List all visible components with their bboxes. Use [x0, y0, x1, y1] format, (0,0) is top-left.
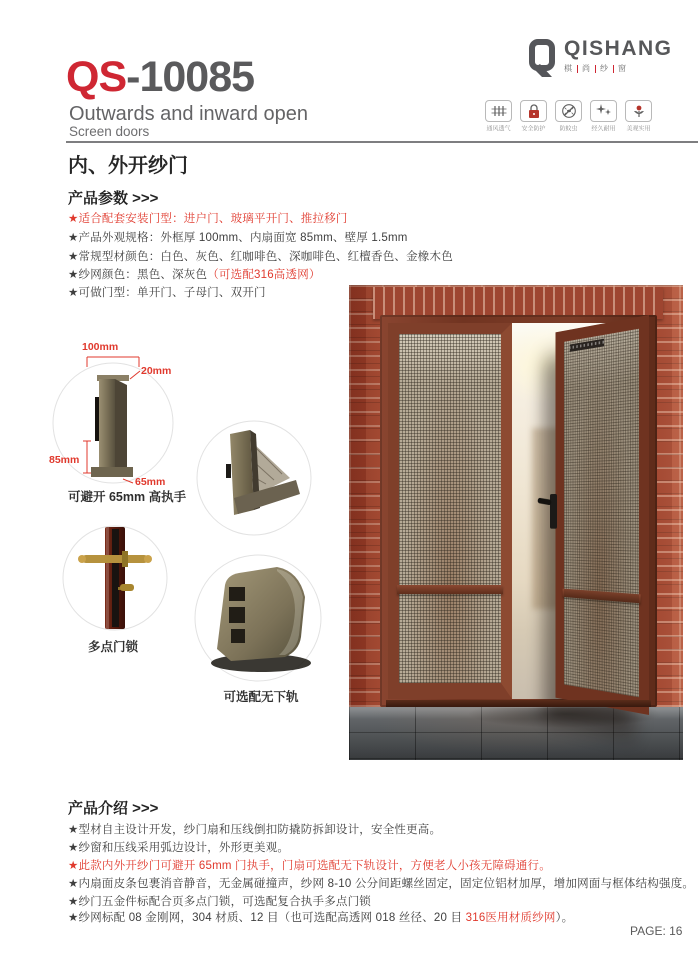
- param-line: ★适合配套安装门型：进户门、玻璃平开门、推拉移门: [68, 213, 348, 225]
- model-number: [66, 53, 255, 101]
- brand-plate: [570, 339, 604, 352]
- brand-separator: [577, 65, 578, 73]
- ventilation-icon: [485, 100, 512, 122]
- param-line: ★产品外观规格：外框厚 100mm、内扇面宽 85mm、壁厚 1.5mm: [68, 232, 408, 244]
- sparkle-icon: [590, 100, 617, 122]
- brand-separator: [595, 65, 596, 73]
- door-photo: [349, 285, 683, 760]
- lock-diagram: [58, 521, 172, 640]
- door-threshold: [386, 700, 651, 707]
- intro-text: ）。: [555, 912, 574, 924]
- intro-line: ★此款内外开纱门可避开 65mm 门执手，门扇可选配无下轨设计，方便老人小孩无障碍通行。: [68, 860, 551, 872]
- profile-caption: 可避开 65mm 高执手: [68, 490, 187, 504]
- lock-caption: 多点门锁: [87, 640, 138, 654]
- brand-separator: [613, 65, 614, 73]
- category-english: Screen doors: [69, 124, 150, 139]
- brand-char: 纱: [600, 64, 609, 73]
- feature-aesthetics: [624, 100, 653, 133]
- page-number: PAGE: 16: [630, 924, 683, 938]
- param-line: [68, 266, 321, 282]
- feature-label: 通风透气: [486, 125, 511, 133]
- intro-heading: 产品介绍 >>>: [68, 800, 159, 817]
- page-title: 内、外开纱门: [68, 155, 188, 177]
- rail-caption: 可选配无下轨: [223, 690, 299, 704]
- intro-text-red: 316医用材质纱网: [465, 912, 556, 924]
- intro-line: ★型材自主设计开发，纱门扇和压线倒扣防撬防拆卸设计，安全性更高。: [68, 824, 442, 836]
- open-door-leaf: [556, 315, 649, 715]
- model-prefix: QS: [66, 53, 127, 101]
- mosquito-icon: [555, 100, 582, 122]
- param-text: ★纱网颜色：黑色、深灰色: [68, 269, 208, 281]
- brand-q-mark-icon: [527, 38, 557, 83]
- brand-char: 棋: [564, 64, 573, 73]
- feature-icon-row: [484, 100, 653, 133]
- brand-char: 窗: [618, 64, 627, 73]
- brand-name: QISHANG: [564, 37, 673, 60]
- params-heading: 产品参数 >>>: [68, 190, 159, 207]
- door-frame: [380, 315, 657, 707]
- brand-logo: [527, 38, 673, 83]
- brand-char: 尚: [582, 64, 591, 73]
- feature-anti-mosquito: [554, 100, 583, 133]
- dim-thickness: 20mm: [141, 365, 172, 377]
- dim-frame-width: 100mm: [82, 341, 119, 353]
- subtitle-english: Outwards and inward open: [69, 103, 309, 125]
- dim-sash-width: 85mm: [49, 454, 80, 466]
- corner-sample-diagram: [194, 418, 314, 543]
- intro-line: ★内扇面皮条包裹消音静音，无金属碰撞声，纱网 8-10 公分间距螺丝固定，固定位铝材加厚，增加网面与框体结构强度。: [68, 878, 695, 890]
- param-line: ★可做门型：单开门、子母门、双开门: [68, 287, 266, 299]
- feature-label: 安全防护: [521, 125, 546, 133]
- model-suffix: -10085: [126, 53, 255, 101]
- feature-security: [519, 100, 548, 133]
- header-divider: [66, 141, 698, 143]
- feature-ventilation: [484, 100, 513, 133]
- flower-icon: [625, 100, 652, 122]
- param-line: ★常规型材颜色：白色、灰色、红咖啡色、深咖啡色、红檀香色、金橡木色: [68, 251, 453, 263]
- rail-profile-diagram: [189, 551, 327, 694]
- lock-icon: [520, 100, 547, 122]
- brand-tagline: [564, 63, 673, 74]
- param-text-red: （可选配316高透网）: [207, 269, 321, 281]
- feature-label: 经久耐用: [591, 125, 616, 133]
- door-handle: [550, 494, 557, 529]
- door-midrail: [563, 588, 641, 603]
- intro-text: ★纱网标配 08 金刚网，304 材质、12 目（也可选配高透网 018 丝径、20 目: [68, 912, 466, 924]
- feature-durability: [589, 100, 618, 133]
- closed-door-leaf: [388, 323, 512, 699]
- feature-label: 防蚊虫: [559, 125, 578, 133]
- intro-line: ★纱门五金件标配合页多点门锁，可选配复合执手多点门锁: [68, 896, 372, 908]
- door-midrail: [397, 585, 503, 594]
- intro-line: [68, 909, 573, 925]
- feature-label: 美观实用: [626, 125, 651, 133]
- dim-handle-clearance: 65mm: [135, 476, 166, 488]
- intro-line: ★纱窗和压线采用弧边设计，外形更美观。: [68, 842, 290, 854]
